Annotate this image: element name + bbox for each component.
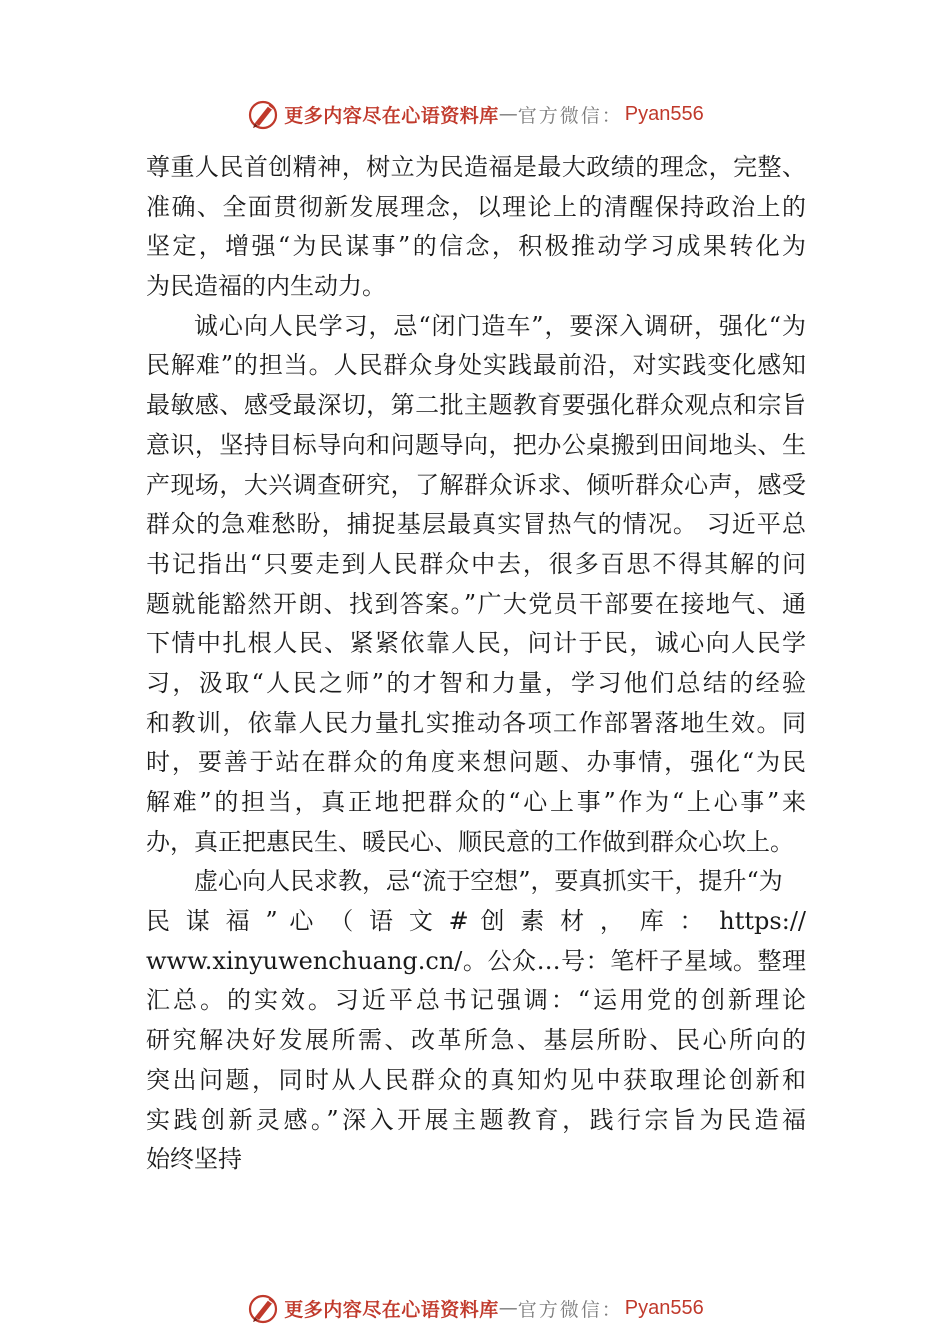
text-line: 时，要善于站在群众的角度来想问题、办事情，强化“为民 [146, 748, 806, 777]
text-line: 尊重人民首创精神，树立为民造福是最大政绩的理念，完整、 [146, 153, 806, 181]
banner-wechat-id: Pyan556 [624, 1296, 704, 1319]
text-line: 诚心向人民学习，忌“闭门造车”，要深入调研，强化“为 [194, 311, 806, 340]
banner-dash: — [498, 1297, 518, 1319]
text-line: 突出问题，同时从人民群众的真知灼见中获取理论创新和 [146, 1065, 806, 1094]
text-line: 汇总。的实效。习近平总书记强调：“运用党的创新理论 [146, 986, 806, 1015]
pen-logo-icon [246, 97, 280, 131]
text-line: 为民造福的内生动力。 [146, 272, 386, 301]
text-line: 准确、全面贯彻新发展理念，以理论上的清醒保持政治上的 [146, 192, 806, 221]
text-line: 产现场，大兴调查研究，了解群众诉求、倾听群众心声，感受 [146, 470, 806, 499]
text-line: 实践创新灵感。”深入开展主题教育，践行宗旨为民造福 [146, 1105, 806, 1134]
banner-title: 更多内容尽在心语资料库 [284, 1298, 499, 1321]
text-line: 坚定，增强“为民谋事”的信念，积极推动学习成果转化为 [146, 232, 806, 261]
text-line: 民 谋 福 ” 心 （ 语 文 # 创 素 材 ， 库 ： https:// [146, 907, 806, 936]
banner-wechat-id: Pyan556 [624, 102, 704, 125]
banner-dash: — [498, 103, 518, 125]
text-line: 研究解决好发展所需、改革所急、基层所盼、民心所向的 [146, 1026, 806, 1055]
text-line: 民解难”的担当。人民群众身处实践最前沿，对实践变化感知 [146, 351, 806, 380]
text-line: 虚心向人民求教，忌“流于空想”，要真抓实干，提升“为 [194, 867, 783, 896]
footer-banner [0, 1288, 950, 1328]
text-line: 意识，坚持目标导向和问题导向，把办公桌搬到田间地头、生 [146, 430, 806, 459]
text-line: 办，真正把惠民生、暖民心、顺民意的工作做到群众心坎上。 [146, 827, 794, 856]
text-line: 习，汲取“人民之师”的才智和力量，学习他们总结的经验 [146, 668, 806, 697]
banner-label: 官方微信： [517, 1298, 623, 1321]
text-line: 书记指出“只要走到人民群众中去，很多百思不得其解的问 [146, 549, 806, 578]
text-line: 和教训，依靠人民力量扎实推动各项工作部署落地生效。同 [146, 708, 806, 737]
header-banner [0, 94, 950, 134]
text-line: www.xinyuwenchuang.cn/。公众…号：笔杆子星域。整理 [146, 946, 806, 975]
text-line: 群众的急难愁盼，捕捉基层最真实冒热气的情况。 习近平总 [146, 510, 806, 539]
text-line: 解难”的担当，真正地把群众的“心上事”作为“上心事”来 [146, 788, 806, 816]
text-line: 题就能豁然开朗、找到答案。”广大党员干部要在接地气、通 [146, 589, 806, 618]
document-body [146, 148, 806, 1180]
text-line: 始终坚持 [146, 1145, 242, 1174]
banner-label: 官方微信： [517, 104, 623, 127]
banner-title: 更多内容尽在心语资料库 [284, 104, 499, 127]
text-line: 下情中扎根人民、紧紧依靠人民，问计于民，诚心向人民学 [146, 629, 806, 658]
text-line: 最敏感、感受最深切，第二批主题教育要强化群众观点和宗旨 [146, 391, 806, 420]
pen-logo-icon [246, 1291, 280, 1325]
